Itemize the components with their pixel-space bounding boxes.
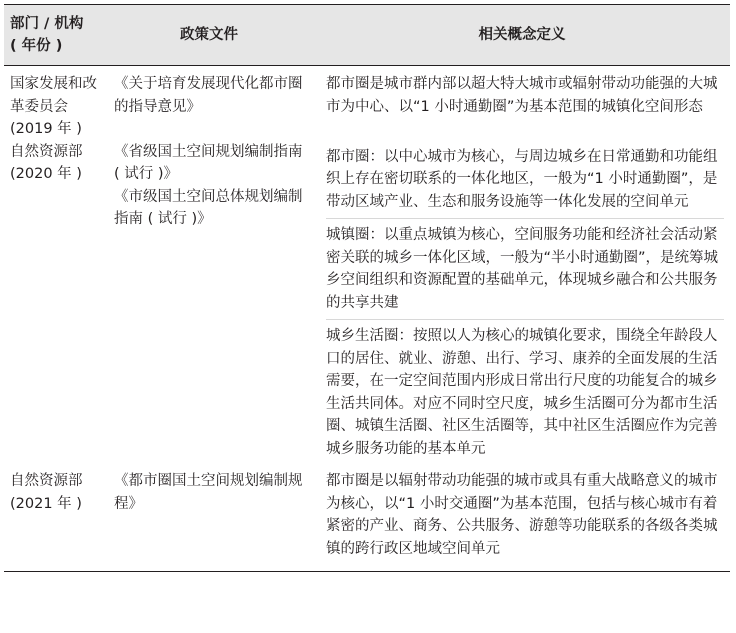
policy-definition-table (4, 4, 730, 572)
policy-document-title: 《市级国土空间总体规划编制指南 ( 试行 )》 (114, 188, 303, 227)
row-dept (4, 141, 104, 466)
table-row (4, 141, 730, 466)
definition-text: 城镇圈：以重点城镇为核心，空间服务功能和经济社会活动紧密关联的城乡一体化区域，一般为“半小时通勤圈”，是统筹城乡空间组织和资源配置的基础单元，体现城乡融合和公共服务的共享共建 (326, 218, 724, 319)
header-doc (104, 5, 314, 66)
table-row (4, 66, 730, 141)
row-docs (104, 141, 314, 466)
row-dept-label: 自然资源部 (2020 年 ) (10, 143, 83, 182)
row-definitions (314, 66, 730, 141)
header-definition-label: 相关概念定义 (478, 27, 566, 43)
row-dept (4, 465, 104, 572)
table-header-row (4, 5, 730, 66)
definition-text: 都市圈是以辐射带动功能强的城市或具有重大战略意义的城市为核心，以“1 小时交通圈”为基本范围，包括与核心城市有着紧密的产业、商务、公共服务、游憩等功能联系的各级各类城镇的跨行政区地域空间单元 (326, 473, 718, 557)
definition-text: 都市圈是城市群内部以超大特大城市或辐射带动功能强的大城市为中心、以“1 小时通勤圈”为基本范围的城镇化空间形态 (326, 76, 718, 115)
row-docs (104, 66, 314, 141)
row-docs (104, 465, 314, 572)
header-doc-label: 政策文件 (180, 27, 238, 43)
definition-text: 都市圈：以中心城市为核心，与周边城乡在日常通勤和功能组织上存在密切联系的一体化地区，一般为“1 小时通勤圈”，是带动区域产业、生态和服务设施等一体化发展的空间单元 (326, 148, 718, 210)
row-dept (4, 66, 104, 141)
header-dept (4, 5, 104, 66)
policy-document-title: 《关于培育发展现代化都市圈的指导意见》 (114, 76, 303, 115)
policy-document-title: 《省级国土空间规划编制指南 ( 试行 )》 (114, 143, 303, 182)
header-definition (314, 5, 730, 66)
definition-text: 城乡生活圈：按照以人为核心的城镇化要求，围绕全年龄段人口的居住、就业、游憩、出行、学习、康养的全面发展的生活需要，在一定空间范围内形成日常出行尺度的功能复合的城乡生活共同体。对应不同时空尺度，城乡生活圈可分为都市生活圈、城镇生活圈、社区生活圈等，其中社区生活圈应作为完善城乡服务功能的基本单元 (326, 319, 724, 465)
table-row (4, 465, 730, 572)
row-dept-label: 国家发展和改革委员会 (2019 年 ) (10, 76, 97, 137)
row-dept-label: 自然资源部 (2021 年 ) (10, 473, 83, 512)
header-dept-label: 部门 / 机构 ( 年份 ) (10, 16, 84, 54)
row-definitions (314, 465, 730, 572)
policy-document-title: 《都市圈国土空间规划编制规程》 (114, 473, 303, 512)
row-definitions (314, 141, 730, 466)
